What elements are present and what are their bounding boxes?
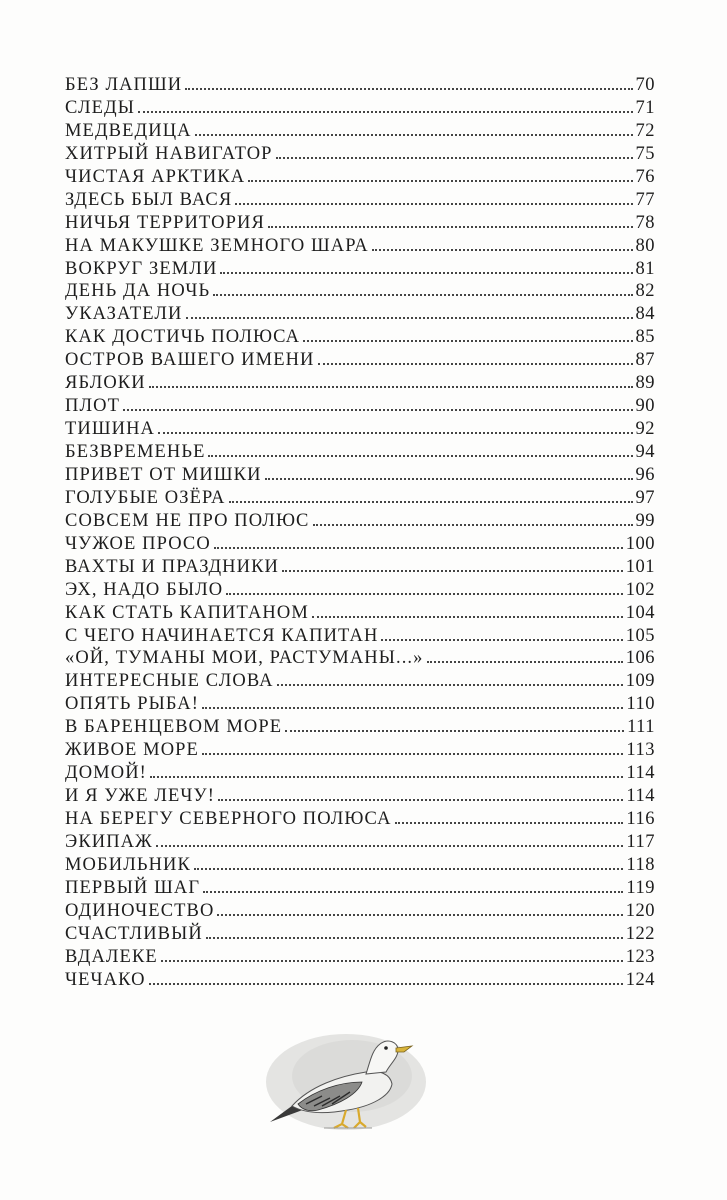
toc-entry-page-number: 117: [626, 831, 655, 852]
toc-entry-title: ПЛОТ: [65, 396, 120, 417]
toc-entry[interactable]: [65, 946, 655, 969]
toc-entry[interactable]: [65, 647, 655, 670]
table-of-contents: [65, 74, 655, 992]
toc-dot-leader: [226, 593, 623, 595]
toc-dot-leader: [285, 730, 624, 732]
toc-entry-title: ЧЕЧАКО: [65, 969, 146, 990]
toc-entry[interactable]: [65, 303, 655, 326]
toc-dot-leader: [218, 799, 623, 801]
toc-entry-page-number: 113: [626, 740, 655, 761]
toc-entry[interactable]: [65, 602, 655, 625]
toc-dot-leader: [208, 455, 632, 457]
toc-dot-leader: [268, 226, 633, 228]
toc-entry-page-number: 110: [626, 694, 655, 715]
toc-entry[interactable]: [65, 280, 655, 303]
toc-entry-title: МОБИЛЬНИК: [65, 854, 191, 875]
toc-entry-page-number: 111: [627, 717, 655, 738]
toc-entry[interactable]: [65, 258, 655, 281]
toc-entry-title: ОПЯТЬ РЫБА!: [65, 694, 200, 715]
toc-dot-leader: [318, 363, 633, 365]
toc-dot-leader: [158, 432, 632, 434]
toc-entry-page-number: 82: [635, 281, 655, 302]
toc-entry[interactable]: [65, 166, 655, 189]
toc-entry[interactable]: [65, 533, 655, 556]
toc-dot-leader: [150, 776, 624, 778]
toc-dot-leader: [381, 639, 622, 641]
toc-entry-title: ПРИВЕТ ОТ МИШКИ: [65, 464, 262, 485]
toc-entry-page-number: 109: [625, 671, 655, 692]
toc-entry[interactable]: [65, 808, 655, 831]
toc-entry-page-number: 104: [625, 602, 655, 623]
toc-dot-leader: [235, 203, 632, 205]
toc-entry-title: БЕЗ ЛАПШИ: [65, 75, 183, 95]
toc-entry-title: ЭКИПАЖ: [65, 831, 153, 852]
toc-entry-title: ЧУЖОЕ ПРОСО: [65, 533, 211, 554]
toc-dot-leader: [217, 914, 622, 916]
toc-entry-title: МЕДВЕДИЦА: [65, 120, 192, 141]
toc-dot-leader: [161, 960, 623, 962]
toc-entry-title: С ЧЕГО НАЧИНАЕТСЯ КАПИТАН: [65, 625, 379, 646]
toc-entry-page-number: 71: [635, 97, 655, 118]
toc-entry-title: КАК ДОСТИЧЬ ПОЛЮСА: [65, 327, 301, 348]
toc-entry[interactable]: [65, 969, 655, 992]
toc-entry-title: ЭХ, НАДО БЫЛО: [65, 579, 224, 600]
toc-entry[interactable]: [65, 854, 655, 877]
toc-entry[interactable]: [65, 97, 655, 120]
toc-entry-title: ЯБЛОКИ: [65, 373, 146, 394]
toc-entry-page-number: 119: [626, 877, 655, 898]
toc-entry-page-number: 102: [625, 579, 655, 600]
toc-entry-page-number: 84: [635, 304, 655, 325]
toc-dot-leader: [149, 983, 623, 985]
toc-entry[interactable]: [65, 762, 655, 785]
toc-dot-leader: [214, 547, 623, 549]
toc-entry-page-number: 90: [635, 396, 655, 417]
toc-dot-leader: [138, 111, 633, 113]
toc-dot-leader: [282, 570, 623, 572]
toc-entry[interactable]: [65, 923, 655, 946]
toc-entry-title: ПЕРВЫЙ ШАГ: [65, 877, 201, 898]
toc-entry-title: «ОЙ, ТУМАНЫ МОИ, РАСТУМАНЫ...»: [65, 648, 424, 669]
toc-entry-page-number: 97: [635, 487, 655, 508]
toc-entry-page-number: 80: [635, 235, 655, 256]
toc-entry-title: ХИТРЫЙ НАВИГАТОР: [65, 143, 273, 164]
toc-entry-page-number: 120: [625, 900, 655, 921]
toc-entry[interactable]: [65, 831, 655, 854]
toc-entry-page-number: 99: [635, 510, 655, 531]
toc-entry-title: ВДАЛЕКЕ: [65, 946, 158, 967]
toc-entry-page-number: 76: [635, 166, 655, 187]
toc-entry-page-number: 123: [625, 946, 655, 967]
toc-entry-page-number: 94: [635, 442, 655, 462]
toc-entry-title: УКАЗАТЕЛИ: [65, 304, 183, 325]
toc-entry-page-number: 100: [625, 533, 655, 554]
toc-entry-page-number: 124: [625, 969, 655, 990]
toc-entry-title: ОСТРОВ ВАШЕГО ИМЕНИ: [65, 350, 315, 371]
toc-dot-leader: [206, 937, 623, 939]
toc-entry[interactable]: [65, 670, 655, 693]
toc-entry-page-number: 101: [625, 556, 655, 577]
toc-entry[interactable]: [65, 74, 655, 97]
toc-entry-page-number: 106: [625, 648, 655, 669]
toc-entry[interactable]: [65, 877, 655, 900]
toc-entry[interactable]: [65, 441, 655, 464]
toc-entry-page-number: 105: [625, 625, 655, 646]
toc-dot-leader: [203, 891, 623, 893]
toc-dot-leader: [312, 616, 623, 618]
toc-entry[interactable]: [65, 212, 655, 235]
toc-entry-title: СОВСЕМ НЕ ПРО ПОЛЮС: [65, 510, 310, 531]
toc-entry-title: ТИШИНА: [65, 419, 156, 440]
toc-dot-leader: [276, 157, 633, 159]
toc-entry-page-number: 81: [635, 258, 655, 279]
toc-entry[interactable]: [65, 487, 655, 510]
toc-dot-leader: [372, 249, 633, 251]
toc-entry[interactable]: [65, 418, 655, 441]
toc-entry[interactable]: [65, 189, 655, 212]
toc-entry[interactable]: [65, 900, 655, 923]
toc-dot-leader: [313, 524, 633, 526]
toc-dot-leader: [303, 340, 632, 342]
toc-entry-title: ВАХТЫ И ПРАЗДНИКИ: [65, 556, 279, 577]
toc-entry-page-number: 122: [625, 923, 655, 944]
seagull-icon: [262, 1024, 430, 1134]
toc-dot-leader: [213, 294, 632, 296]
toc-entry-title: СЛЕДЫ: [65, 97, 135, 118]
toc-dot-leader: [123, 409, 633, 411]
toc-entry-title: КАК СТАТЬ КАПИТАНОМ: [65, 602, 309, 623]
toc-dot-leader: [156, 845, 624, 847]
toc-entry[interactable]: [65, 326, 655, 349]
toc-entry-title: ЧИСТАЯ АРКТИКА: [65, 166, 246, 187]
toc-entry-title: НА МАКУШКЕ ЗЕМНОГО ШАРА: [65, 235, 369, 256]
toc-entry-title: ЗДЕСЬ БЫЛ ВАСЯ: [65, 189, 233, 210]
toc-entry-page-number: 118: [626, 854, 655, 875]
toc-dot-leader: [427, 661, 623, 663]
toc-entry-page-number: 85: [635, 327, 655, 348]
toc-dot-leader: [149, 386, 633, 388]
toc-entry[interactable]: [65, 556, 655, 579]
toc-entry-title: НИЧЬЯ ТЕРРИТОРИЯ: [65, 212, 265, 233]
toc-dot-leader: [202, 707, 623, 709]
toc-entry[interactable]: [65, 120, 655, 143]
toc-entry-title: ДЕНЬ ДА НОЧЬ: [65, 281, 211, 302]
toc-entry-title: НА БЕРЕГУ СЕВЕРНОГО ПОЛЮСА: [65, 809, 392, 829]
toc-entry[interactable]: [65, 395, 655, 418]
toc-entry-page-number: 70: [635, 75, 655, 95]
toc-dot-leader: [186, 317, 633, 319]
toc-entry-page-number: 72: [635, 120, 655, 141]
toc-entry-title: ЖИВОЕ МОРЕ: [65, 740, 199, 761]
toc-entry[interactable]: [65, 372, 655, 395]
toc-entry-page-number: 96: [635, 464, 655, 485]
toc-entry-page-number: 114: [626, 763, 655, 784]
toc-entry[interactable]: [65, 143, 655, 166]
toc-entry[interactable]: [65, 579, 655, 602]
toc-entry[interactable]: [65, 349, 655, 372]
toc-entry-title: ДОМОЙ!: [65, 763, 147, 784]
toc-dot-leader: [229, 501, 633, 503]
toc-dot-leader: [395, 822, 624, 824]
toc-entry-page-number: 87: [635, 350, 655, 371]
toc-entry-title: ИНТЕРЕСНЫЕ СЛОВА: [65, 671, 274, 692]
toc-entry-page-number: 92: [635, 419, 655, 440]
toc-entry-title: СЧАСТЛИВЫЙ: [65, 923, 203, 944]
toc-entry-title: В БАРЕНЦЕВОМ МОРЕ: [65, 717, 283, 738]
toc-dot-leader: [185, 88, 632, 90]
toc-entry[interactable]: [65, 785, 655, 808]
toc-entry[interactable]: [65, 625, 655, 648]
toc-entry-title: И Я УЖЕ ЛЕЧУ!: [65, 786, 215, 807]
toc-dot-leader: [265, 478, 633, 480]
toc-entry[interactable]: [65, 464, 655, 487]
toc-entry-page-number: 114: [626, 786, 655, 807]
toc-entry[interactable]: [65, 235, 655, 258]
toc-dot-leader: [220, 272, 632, 274]
seagull-eye: [384, 1046, 388, 1050]
toc-dot-leader: [277, 684, 623, 686]
toc-entry-page-number: 89: [635, 373, 655, 394]
toc-entry-page-number: 75: [635, 143, 655, 164]
toc-entry-title: ОДИНОЧЕСТВО: [65, 900, 215, 921]
toc-entry[interactable]: [65, 693, 655, 716]
toc-entry-page-number: 78: [635, 212, 655, 233]
toc-dot-leader: [195, 134, 633, 136]
toc-dot-leader: [202, 753, 623, 755]
toc-entry-page-number: 116: [626, 809, 655, 829]
toc-dot-leader: [194, 868, 623, 870]
toc-entry[interactable]: [65, 716, 655, 739]
toc-entry-title: БЕЗВРЕМЕНЬЕ: [65, 442, 206, 462]
toc-entry[interactable]: [65, 739, 655, 762]
toc-dot-leader: [248, 180, 632, 182]
toc-entry-title: ГОЛУБЫЕ ОЗЁРА: [65, 487, 226, 508]
toc-entry-title: ВОКРУГ ЗЕМЛИ: [65, 258, 218, 279]
toc-entry-page-number: 77: [635, 189, 655, 210]
toc-entry[interactable]: [65, 510, 655, 533]
